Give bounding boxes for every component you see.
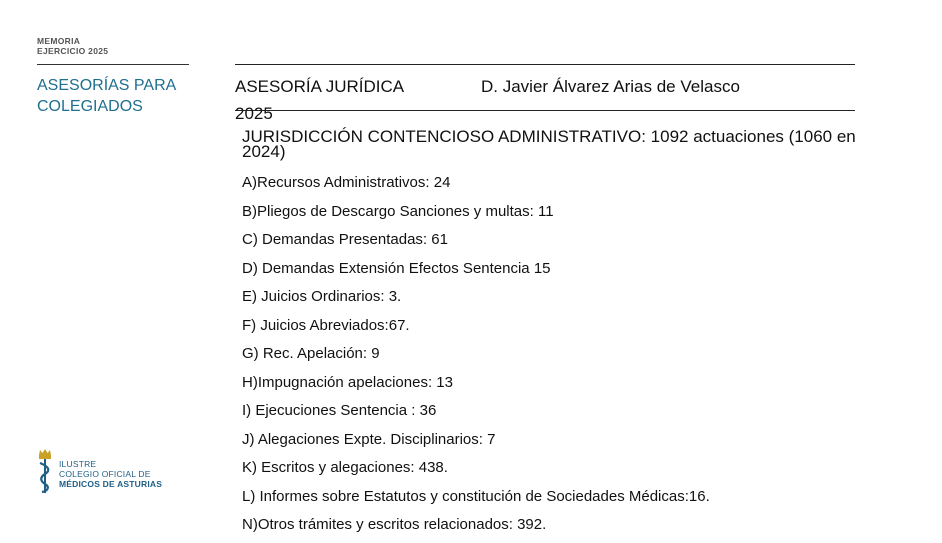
memoria-label: MEMORIA bbox=[37, 36, 81, 46]
section-title-line1: ASESORÍAS PARA bbox=[37, 77, 177, 94]
header-bottom-rule bbox=[235, 110, 855, 111]
ejercicio-label: EJERCICIO 2025 bbox=[37, 46, 109, 56]
logo-text bbox=[59, 459, 162, 489]
list-item: G) Rec. Apelación: 9 bbox=[242, 345, 380, 362]
list-item: F) Juicios Abreviados:67. bbox=[242, 316, 410, 334]
header-person: D. Javier Álvarez Arias de Velasco bbox=[481, 77, 740, 96]
header-year: 2025 bbox=[235, 104, 273, 123]
list-item: C) Demandas Presentadas: 61 bbox=[242, 231, 448, 248]
list-item: K) Escritos y alegaciones: 438. bbox=[242, 459, 448, 476]
college-logo bbox=[36, 449, 176, 497]
list-item: N)Otros trámites y escritos relacionados: 392. bbox=[242, 516, 547, 533]
report-label bbox=[37, 36, 108, 56]
header-title: ASESORÍA JURÍDICA bbox=[235, 77, 405, 96]
logo-line1: ILUSTRE bbox=[59, 459, 97, 469]
list-item: B)Pliegos de Descargo Sanciones y multas: 11 bbox=[242, 202, 554, 220]
list-item: A)Recursos Administrativos: 24 bbox=[242, 174, 451, 191]
list-item: J) Alegaciones Expte. Disciplinarios: 7 bbox=[242, 430, 496, 448]
logo-line2: COLEGIO OFICIAL DE bbox=[59, 469, 151, 479]
logo-line3: MÉDICOS DE ASTURIAS bbox=[59, 479, 163, 489]
section-title bbox=[37, 75, 197, 117]
header-top-rule bbox=[235, 64, 855, 65]
sidebar-divider bbox=[37, 64, 189, 65]
list-item: I) Ejecuciones Sentencia : 36 bbox=[242, 402, 437, 419]
jurisdiction-heading: JURISDICCIÓN CONTENCIOSO ADMINISTRATIVO: 1092 actuaciones (1060 en 2024) bbox=[242, 127, 856, 161]
list-item: E) Juicios Ordinarios: 3. bbox=[242, 288, 402, 305]
list-item: L) Informes sobre Estatutos y constitución de Sociedades Médicas:16. bbox=[242, 487, 710, 505]
actions-list bbox=[242, 172, 710, 543]
list-item: D) Demandas Extensión Efectos Sentencia 15 bbox=[242, 259, 551, 277]
section-title-line2: COLEGIADOS bbox=[37, 98, 143, 115]
list-item: H)Impugnación apelaciones: 13 bbox=[242, 373, 453, 391]
caduceus-crown-icon bbox=[36, 449, 54, 495]
